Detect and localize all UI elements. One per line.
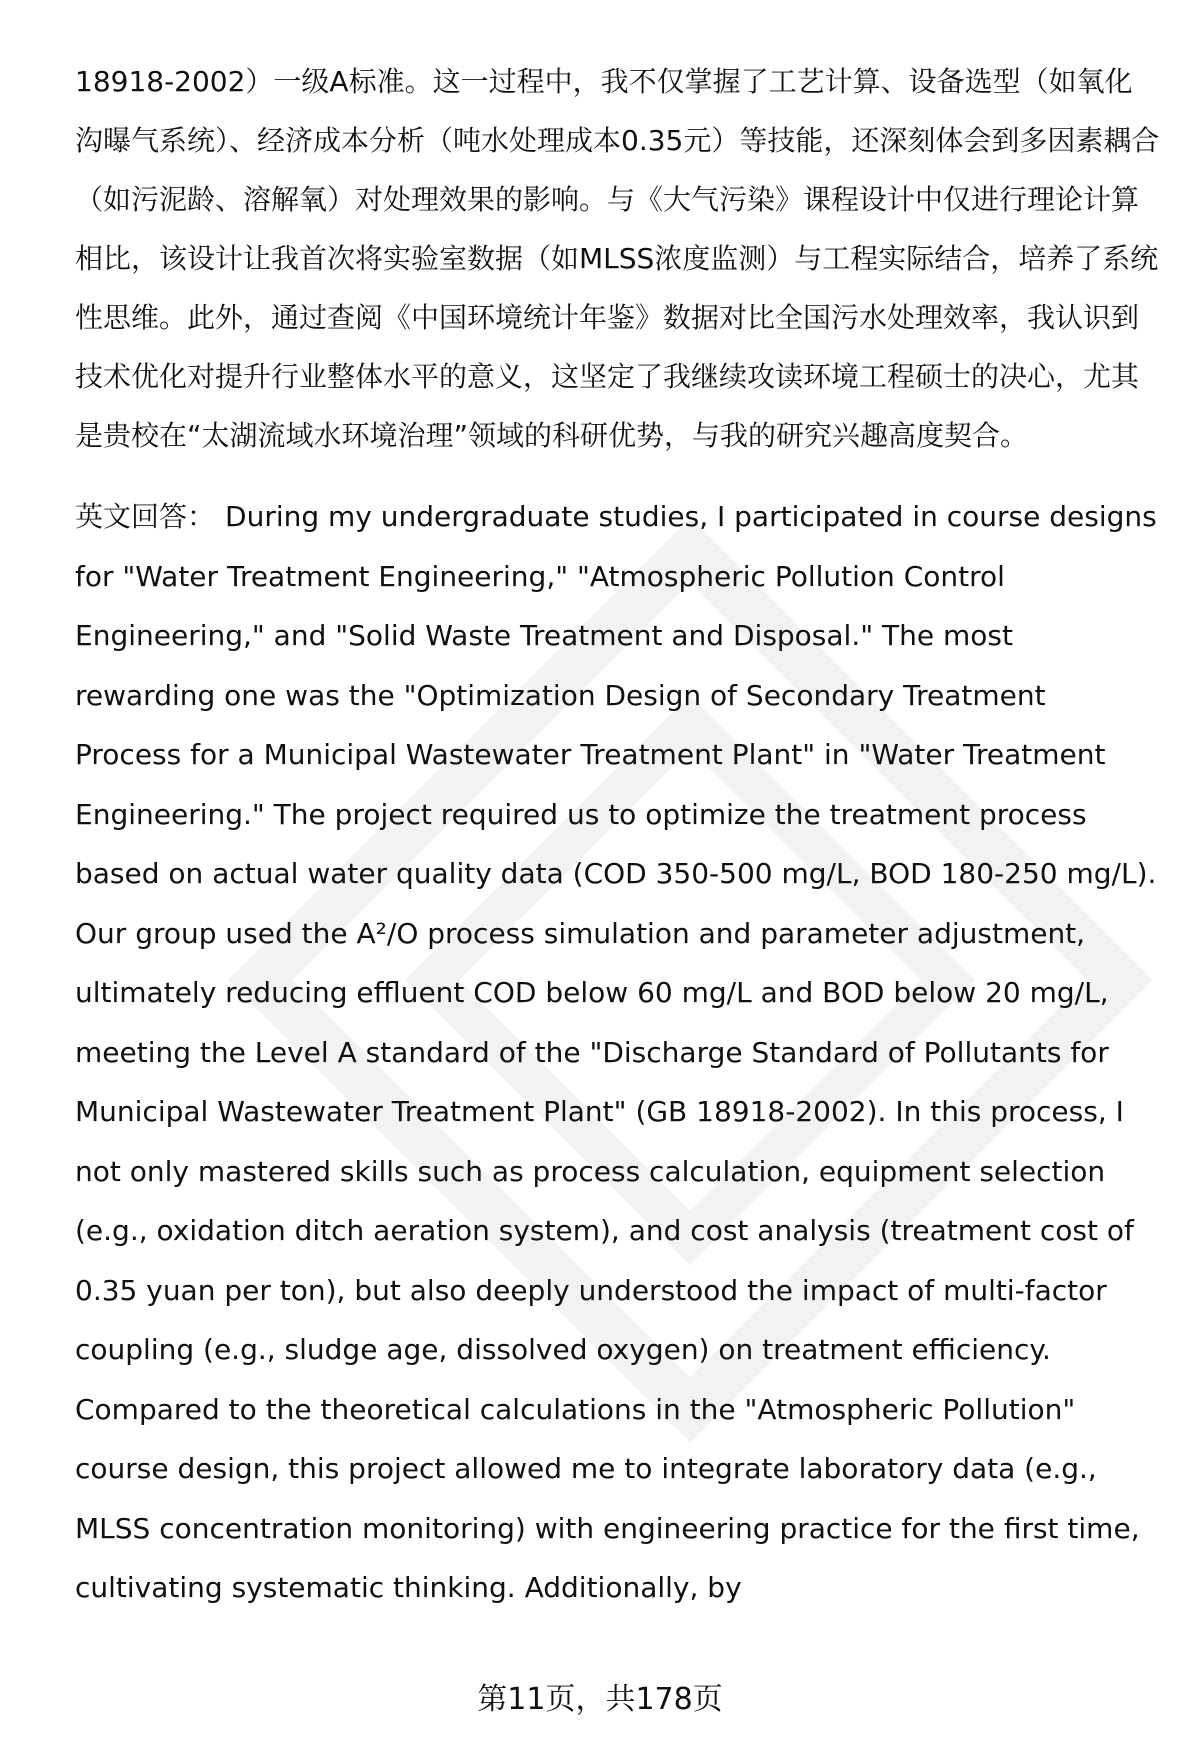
english-answer-paragraph bbox=[75, 487, 1160, 1618]
chinese-answer-paragraph: 18918-2002）一级A标准。这一过程中，我不仅掌握了工艺计算、设备选型（如氧化沟曝气系统）、经济成本分析（吨水处理成本0.35元）等技能，还深刻体会到多因素耦合（如污泥龄、溶解氧）对处理效果的影响。与《大气污染》课程设计中仅进行理论计算相比，该设计让我首次将实验室数据（如MLSS浓度监测）与工程实际结合，培养了系统性思维。此外，通过查阅《中国环境统计年鉴》数据对比全国污水处理效率，我认识到技术优化对提升行业整体水平的意义，这坚定了我继续攻读环境工程硕士的决心，尤其是贵校在“太湖流域水环境治理”领域的科研优势，与我的研究兴趣高度契合。 bbox=[75, 65, 1160, 452]
page-number-footer: 第11页，共178页 bbox=[477, 1682, 723, 1717]
english-answer-label: 英文回答： bbox=[75, 500, 216, 533]
document-body bbox=[75, 52, 1160, 1618]
english-answer-text: During my undergraduate studies, I participated in course designs for "Water Treatment Engineering," "Atmospheric Pollution Control Engineering," and "Solid Waste Treatment and Disposal." The most rewarding one was the "Optimization Design of Secondary Treatment Process for a Municipal Wastewater Treatment Plant" in "Water Treatment Engineering." The project required us to optimize the treatment process based on actual water quality data (COD 350-500 mg/L, BOD 180-250 mg/L). Our group used the A²/O process simulation and parameter adjustment, ultimately reducing effluent COD below 60 mg/L and BOD below 20 mg/L, meeting the Level A standard of the "Discharge Standard of Pollutants for Municipal Wastewater Treatment Plant" (GB 18918-2002). In this process, I not only mastered skills such as process calculation, equipment selection (e.g., oxidation ditch aeration system), and cost analysis (treatment cost of 0.35 yuan per ton), but also deeply understood the impact of multi-factor coupling (e.g., sludge age, dissolved oxygen) on treatment efficiency. Compared to the theoretical calculations in the "Atmospheric Pollution" course design, this project allowed me to integrate laboratory data (e.g., MLSS concentration monitoring) with engineering practice for the first time, cultivating systematic thinking. Additionally, by bbox=[75, 500, 1157, 1604]
